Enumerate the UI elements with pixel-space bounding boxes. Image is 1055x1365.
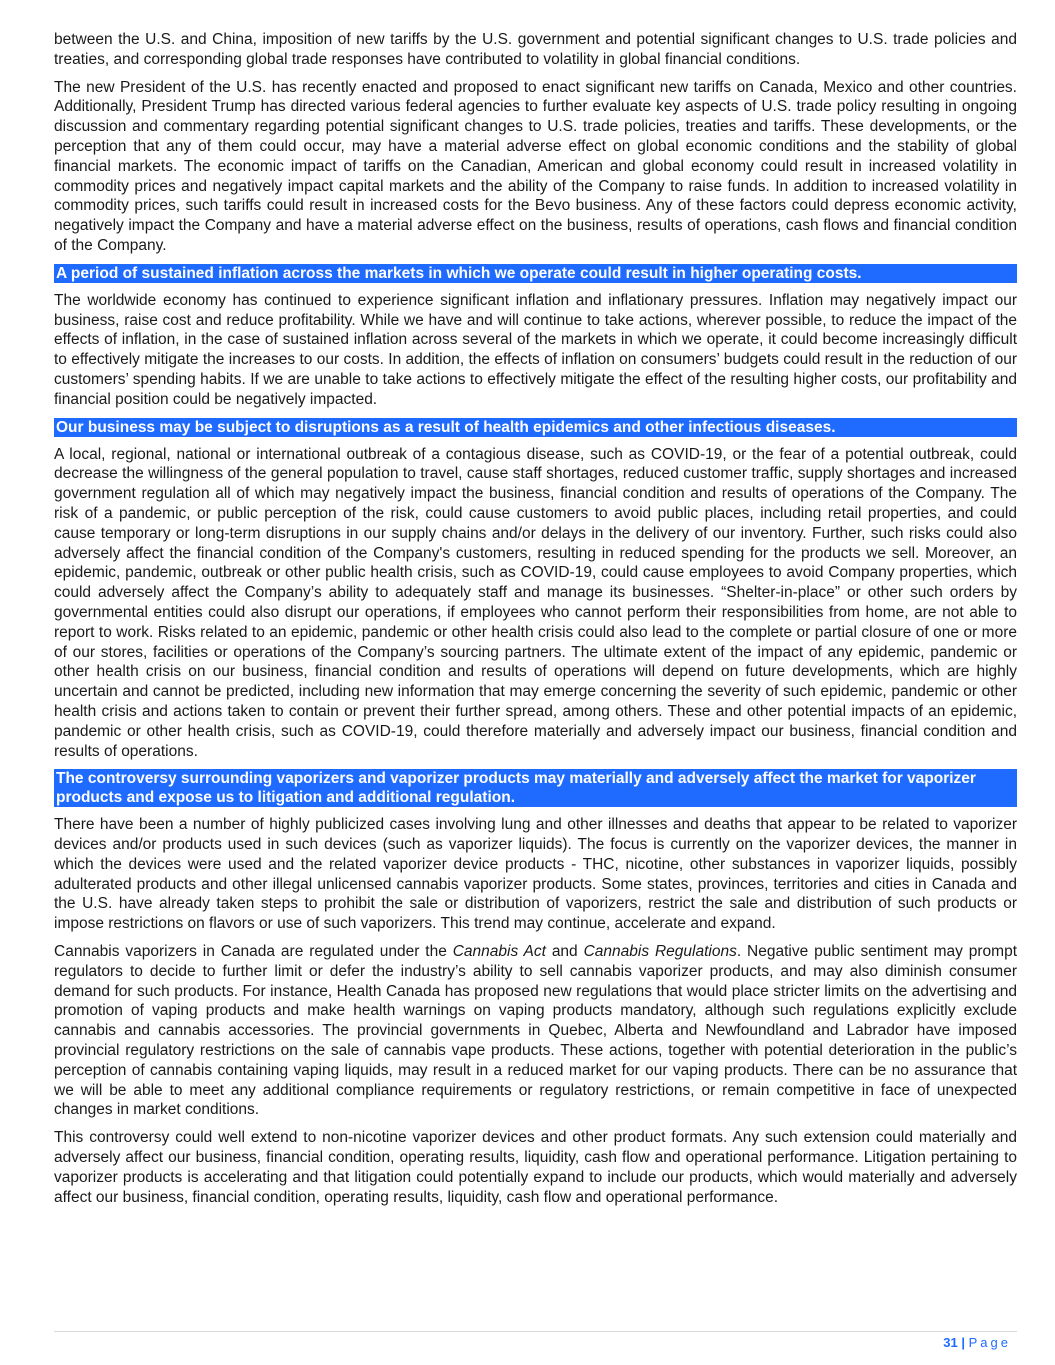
paragraph-trade-volatility: between the U.S. and China, imposition of new tariffs by the U.S. government and potential significant changes to U.S. trade policies and treaties, and corresponding global trade responses have contributed to volatility in global financial conditions. [54,31,1017,68]
document-body [54,30,1017,1215]
page-label: Page [968,1335,1011,1350]
paragraph-inflation: The worldwide economy has continued to experience significant inflation and inflationary pressures. Inflation may negatively impact our business, raise cost and reduce profitability. While we have and will continue to take actions, wherever possible, to reduce the impact of the effects of inflation, in the case of sustained inflation across several of the markets in which we operate, it could become increasingly difficult to effectively mitigate the increases to our costs. In addition, the effects of inflation on consumers’ budgets could result in the reduction of our customers’ spending habits. If we are unable to take actions to effectively mitigate the effect of the resulting higher costs, our profitability and financial position could be negatively impacted. [54,291,1017,408]
paragraph-tariffs: The new President of the U.S. has recently enacted and proposed to enact significant new tariffs on Canada, Mexico and other countries. Additionally, President Trump has directed various federal agencies to further evaluate key aspects of U.S. trade policy resulting in ongoing discussion and commentary regarding potential significant changes to U.S. trade policies, treaties and tariffs. These developments, or the perception that any of them could occur, may have a material adverse effect on global economic conditions and the stability of global financial markets. The economic impact of tariffs on the Canadian, American and global economy could result in increased volatility in commodity prices and negatively impact capital markets and the ability of the Company to raise funds. In addition to increased volatility in commodity prices, such tariffs could result in increased costs for the Bevo business. Any of these factors could depress economic activity, negatively impact the Company and have a material adverse effect on the business, results of operations, cash flows and financial condition of the Company. [54,78,1017,254]
heading-vaporizer-controversy: The controversy surrounding vaporizers and vaporizer products may materially and adversely affect the market for vaporizer products and expose us to litigation and additional regulation. [54,769,1017,807]
cannabis-act-title: Cannabis Act [452,943,546,961]
text-span: Cannabis vaporizers in Canada are regulated under the [54,943,453,961]
heading-health-epidemics: Our business may be subject to disruptions as a result of health epidemics and other infectious diseases. [54,418,1017,437]
page-footer [943,1335,1011,1350]
paragraph-controversy-extension: This controversy could well extend to non-nicotine vaporizer devices and other product formats. Any such extension could materially and adversely affect our business, financial condition, operating results, liquidity, cash flow and operational performance. Litigation pertaining to vaporizer products is accelerating and that litigation could potentially expand to include our products, which would materially and adversely affect our business, financial condition, operating results, liquidity, cash flow and operational performance. [54,1129,1017,1206]
text-span: and [545,943,584,961]
cannabis-regulations-title: Cannabis Regulations [583,943,737,961]
page-number: 31 [943,1335,958,1350]
paragraph-cannabis-regulation [54,942,1017,1120]
text-span: . Negative public sentiment may prompt regulators to decide to further limit or defer the industry’s ability to sell cannabis vaporizer products, and may also diminish consumer demand for such products. For instance, Health Canada has proposed new regulations that would place stricter limits on the advertising and promotion of vaping products and make health warnings on vaping products mandatory, although such regulations explicitly exclude cannabis and cannabis accessories. The provincial governments in Quebec, Alberta and Newfoundland and Labrador have imposed provincial regulatory restrictions on the sale of cannabis vape products. These actions, together with potential deterioration in the public’s perception of cannabis containing vaping liquids, may result in a reduced market for our vaping products. There can be no assurance that we will be able to meet any additional compliance requirements or regulatory restrictions, or remain competitive in face of unexpected changes in market conditions. [54,943,1017,1119]
footer-divider [54,1331,1017,1332]
paragraph-health-epidemics: A local, regional, national or international outbreak of a contagious disease, such as COVID-19, or the fear of a potential outbreak, could decrease the willingness of the general population to travel, cause staff shortages, reduced customer traffic, supply shortages and increased government regulation all of which may negatively impact the business, financial condition and results of operations of the Company. The risk of a pandemic, or public perception of the risk, could cause customers to avoid public places, including retail properties, and could cause temporary or long-term disruptions in our supply chains and/or delays in the delivery of our inventory. Further, such risks could also adversely affect the financial condition of the Company's customers, resulting in reduced spending for the products we sell. Moreover, an epidemic, pandemic, outbreak or other public health crisis, such as COVID-19, could cause employees to avoid Company properties, which could adversely affect the Company’s ability to adequately staff and manage its businesses. “Shelter-in-place” or other such orders by governmental entities could also disrupt our operations, if employees who cannot perform their responsibilities from home, are not able to report to work. Risks related to an epidemic, pandemic or other health crisis could also lead to the complete or partial closure of one or more of our stores, facilities or operations of the Company’s sourcing partners. The ultimate extent of the impact of any epidemic, pandemic or other health crisis on our business, financial condition and results of operations will depend on future developments, which are highly uncertain and cannot be predicted, including new information that may emerge concerning the severity of such epidemic, pandemic or other health crisis and actions taken to contain or prevent their further spread, among others. These and other potential impacts of an epidemic, pandemic or other health crisis, such as COVID-19, could therefore materially and adversely impact our business, financial condition and results of operations. [54,445,1017,760]
footer-separator: | [961,1335,965,1350]
heading-inflation: A period of sustained inflation across the markets in which we operate could result in higher operating costs. [54,264,1017,283]
paragraph-vaporizer-cases: There have been a number of highly publicized cases involving lung and other illnesses and deaths that appear to be related to vaporizer devices and/or products used in such devices (such as vaporizer liquids). The focus is currently on the vaporizer devices, the manner in which the devices were used and the related vaporizer device products - THC, nicotine, other substances in vaporizer liquids, possibly adulterated products and other illegal unlicensed cannabis vaporizer products. Some states, provinces, territories and cities in Canada and the U.S. have already taken steps to prohibit the sale or distribution of vaporizers, restrict the sale and distribution of such products or impose restrictions on flavors or use of such vaporizers. This trend may continue, accelerate and expand. [54,816,1017,933]
